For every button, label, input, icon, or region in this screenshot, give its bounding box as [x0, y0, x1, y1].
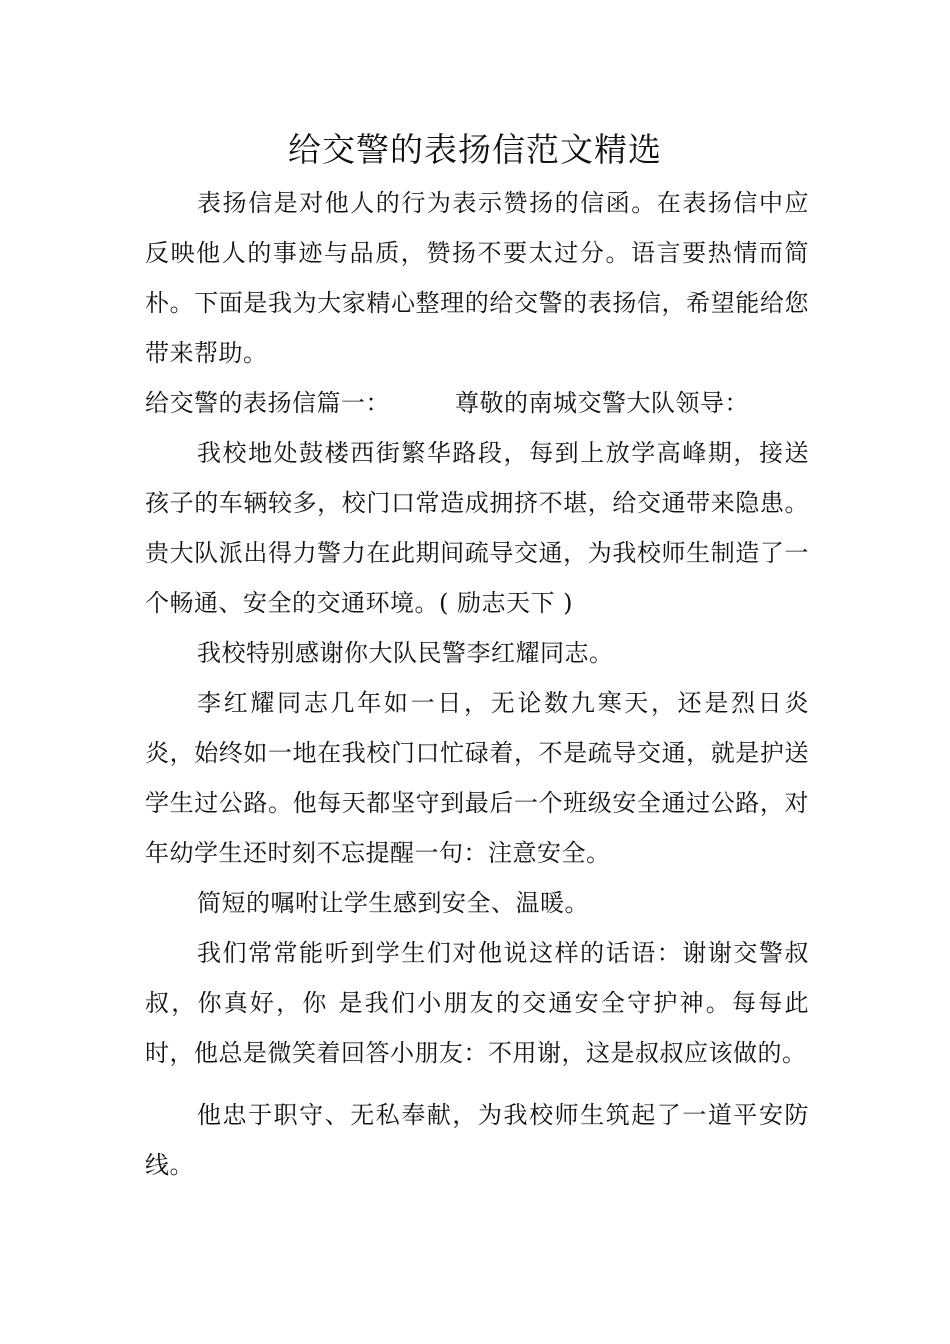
body-paragraph: 他忠于职守、无私奉献，为我校师生筑起了一道平安防线。	[145, 1101, 809, 1179]
body-paragraph: 简短的嘱咐让学生感到安全、温暖。	[197, 889, 589, 917]
body-paragraph: 我校特别感谢你大队民警李红耀同志。	[197, 639, 614, 667]
letter-heading: 给交警的表扬信篇一： 尊敬的南城交警大队领导：	[145, 389, 750, 417]
document-body	[145, 178, 809, 1190]
document-title: 给交警的表扬信范文精选	[288, 130, 662, 169]
body-paragraph: 我们常常能听到学生们对他说这样的话语：谢谢交警叔叔，你真好，你 是我们小朋友的交通安全守护神。每每此时，他总是微笑着回答小朋友：不用谢，这是叔叔应该做的。	[145, 939, 809, 1067]
body-paragraph: 李红耀同志几年如一日，无论数九寒天，还是烈日炎炎，始终如一地在我校门口忙碌着，不是疏导交通，就是护送学生过公路。他每天都坚守到最后一个班级安全通过公路，对年幼学生还时刻不忘提醒一句：注意安全。	[145, 689, 809, 867]
intro-paragraph: 表扬信是对他人的行为表示赞扬的信函。在表扬信中应反映他人的事迹与品质，赞扬不要太过分。语言要热情而简朴。下面是我为大家精心整理的给交警的表扬信，希望能给您带来帮助。	[145, 189, 809, 367]
body-paragraph: 我校地处鼓楼西街繁华路段，每到上放学高峰期，接送孩子的车辆较多，校门口常造成拥挤不堪，给交通带来隐患。贵大队派出得力警力在此期间疏导交通，为我校师生制造了一个畅通、安全的交通环境。( 励志天下 )	[145, 439, 809, 617]
